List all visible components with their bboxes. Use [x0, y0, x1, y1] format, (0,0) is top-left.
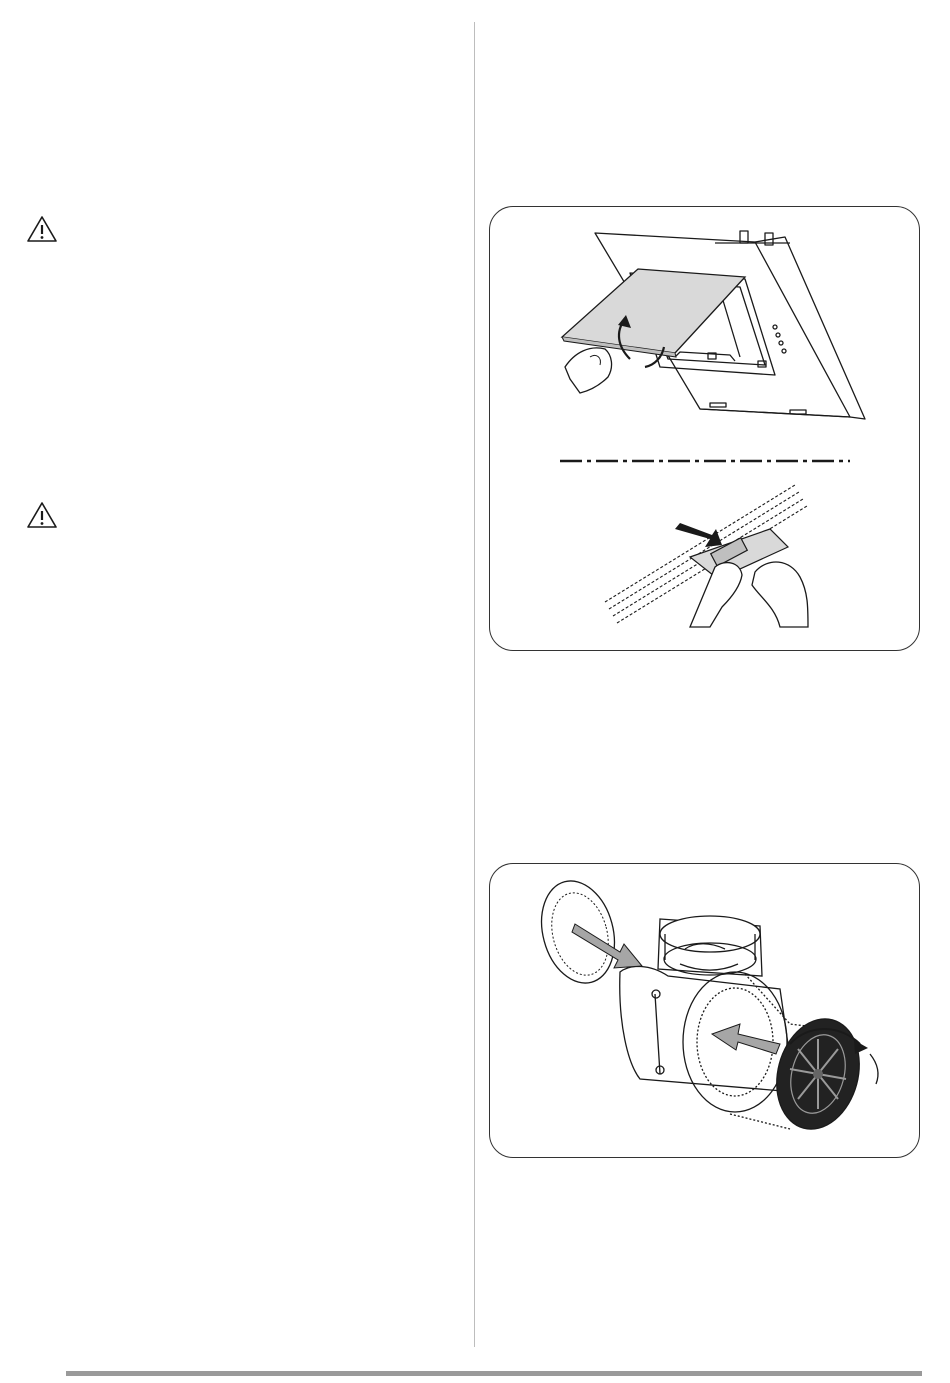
warning-triangle-icon [25, 214, 59, 244]
column-divider [474, 22, 475, 1347]
grease-filter-figure [489, 206, 920, 651]
grease-filter-removal-illustration [490, 207, 920, 651]
warning-triangle-icon [25, 500, 59, 530]
charcoal-filter-fitting-illustration [490, 864, 920, 1158]
footer-bar [66, 1371, 922, 1376]
charcoal-filter-figure [489, 863, 920, 1158]
